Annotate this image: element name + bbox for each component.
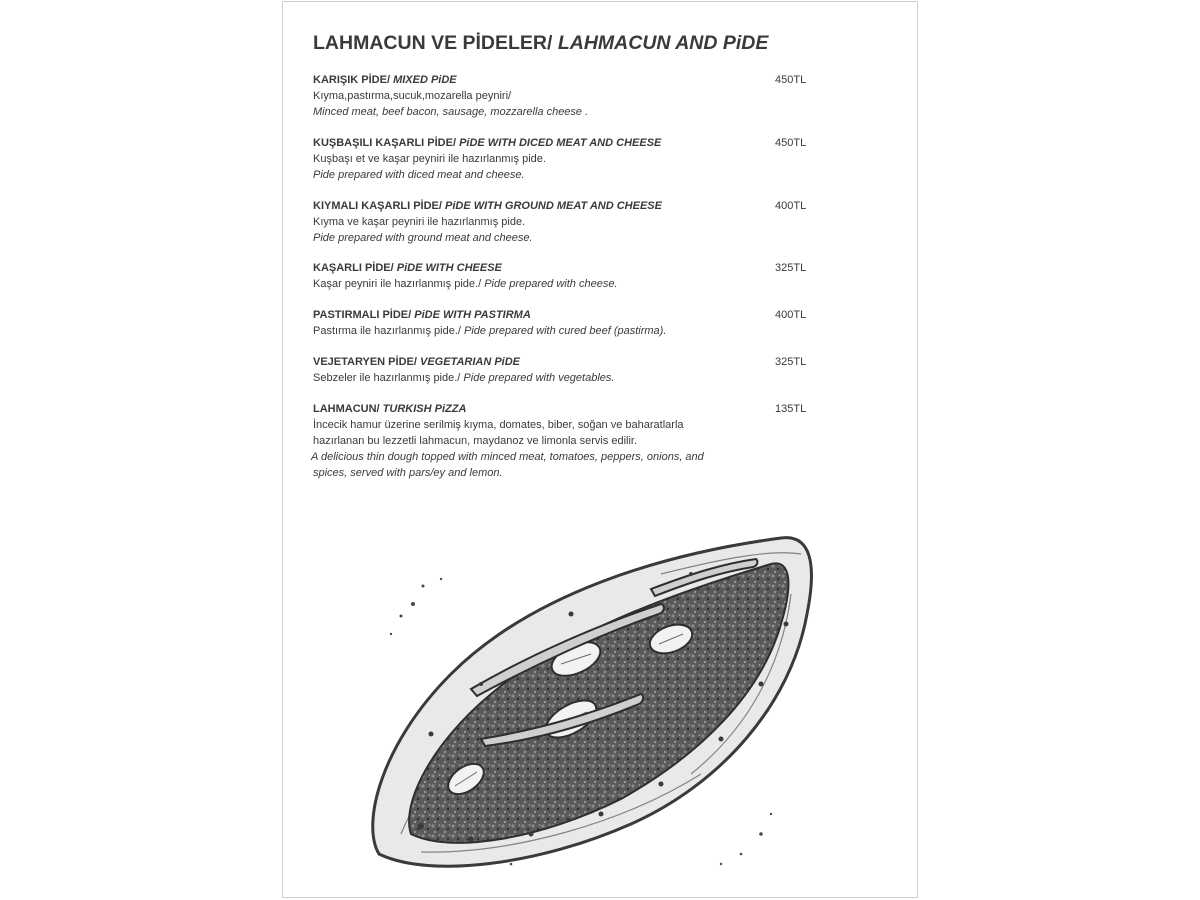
item-name-en: PiDE WITH CHEESE <box>396 262 502 274</box>
item-name-en: PiDE WITH PASTIRMA <box>414 309 531 321</box>
item-price: 135TL <box>775 403 807 415</box>
item-name-en: VEGETARIAN PiDE <box>419 356 521 368</box>
menu-item-diced-meat-cheese-pide <box>313 135 813 183</box>
menu-title <box>313 32 768 55</box>
menu-title-en: LAHMACUN AND PiDE <box>557 32 769 54</box>
item-name-tr: LAHMACUN/ <box>313 403 380 415</box>
menu-item-pastirma-pide <box>313 307 813 339</box>
item-price: 400TL <box>775 200 807 212</box>
item-description-tr: Pastırma ile hazırlanmış pide./ <box>313 325 461 337</box>
item-description-tr: Kıyma ve kaşar peyniri ile hazırlanmış pide. <box>313 216 526 228</box>
menu-title-tr: LAHMACUN VE PİDELER/ <box>313 32 553 54</box>
item-price: 325TL <box>775 356 807 368</box>
item-description-en: Minced meat, beef bacon, sausage, mozzarella cheese . <box>313 106 589 118</box>
item-price: 450TL <box>775 74 807 86</box>
item-price: 325TL <box>775 262 807 274</box>
item-description-en: Pide prepared with diced meat and cheese. <box>313 169 525 181</box>
menu-item-mixed-pide <box>313 72 813 120</box>
pide-illustration-icon <box>361 534 817 874</box>
item-name <box>313 200 662 212</box>
item-name-tr: KAŞARLI PİDE/ <box>313 262 394 274</box>
item-description <box>313 323 813 339</box>
item-description-tr: Kıyma,pastırma,sucuk,mozarella peyniri/ <box>313 90 512 102</box>
item-price: 400TL <box>775 309 807 321</box>
menu-item-ground-meat-cheese-pide <box>313 198 813 246</box>
item-name-tr: VEJETARYEN PİDE/ <box>313 356 417 368</box>
menu-item-lahmacun <box>313 401 813 481</box>
item-description-tr: Kuşbaşı et ve kaşar peyniri ile hazırlanmış pide. <box>313 153 546 165</box>
item-name-en: MIXED PiDE <box>393 74 457 86</box>
item-name-tr: KARIŞIK PİDE/ <box>313 74 391 86</box>
item-description-tr: Sebzeler ile hazırlanmış pide./ <box>313 372 461 384</box>
item-name-en: PiDE WITH GROUND MEAT AND CHEESE <box>445 200 662 212</box>
item-description-en: Pide prepared with ground meat and cheese. <box>313 232 533 244</box>
item-name-en: PiDE WITH DICED MEAT AND CHEESE <box>459 137 662 149</box>
item-name-en: TURKISH PiZZA <box>382 403 467 415</box>
item-name-tr: KUŞBAŞILI KAŞARLI PİDE/ <box>313 137 457 149</box>
item-name <box>313 309 531 321</box>
item-description-en: Pide prepared with cheese. <box>481 278 618 290</box>
item-name-tr: PASTIRMALI PİDE/ <box>313 309 412 321</box>
item-name-tr: KIYMALI KAŞARLI PİDE/ <box>313 200 442 212</box>
menu-page <box>282 1 918 898</box>
item-name <box>313 262 502 274</box>
item-name <box>313 74 457 86</box>
item-description <box>313 370 813 386</box>
item-description <box>313 276 813 292</box>
item-name <box>313 403 466 415</box>
item-description-en: A delicious thin dough topped with minced meat, tomatoes, peppers, onions, and <box>311 451 704 463</box>
item-description-en: Pide prepared with cured beef (pastirma). <box>460 325 667 337</box>
item-description-en: Pide prepared with vegetables. <box>460 372 615 384</box>
menu-item-vegetarian-pide <box>313 354 813 386</box>
item-description-tr: İncecik hamur üzerine serilmiş kıyma, domates, biber, soğan ve baharatlarla <box>313 419 684 431</box>
item-name <box>313 356 520 368</box>
item-price: 450TL <box>775 137 807 149</box>
menu-item-cheese-pide <box>313 260 813 292</box>
item-name <box>313 137 661 149</box>
item-description-tr: hazırlanan bu lezzetli lahmacun, maydanoz ve limonla servis edilir. <box>313 435 638 447</box>
item-description-en: spices, served with pars/ey and lemon. <box>313 467 503 479</box>
item-description-tr: Kaşar peyniri ile hazırlanmış pide./ <box>313 278 482 290</box>
